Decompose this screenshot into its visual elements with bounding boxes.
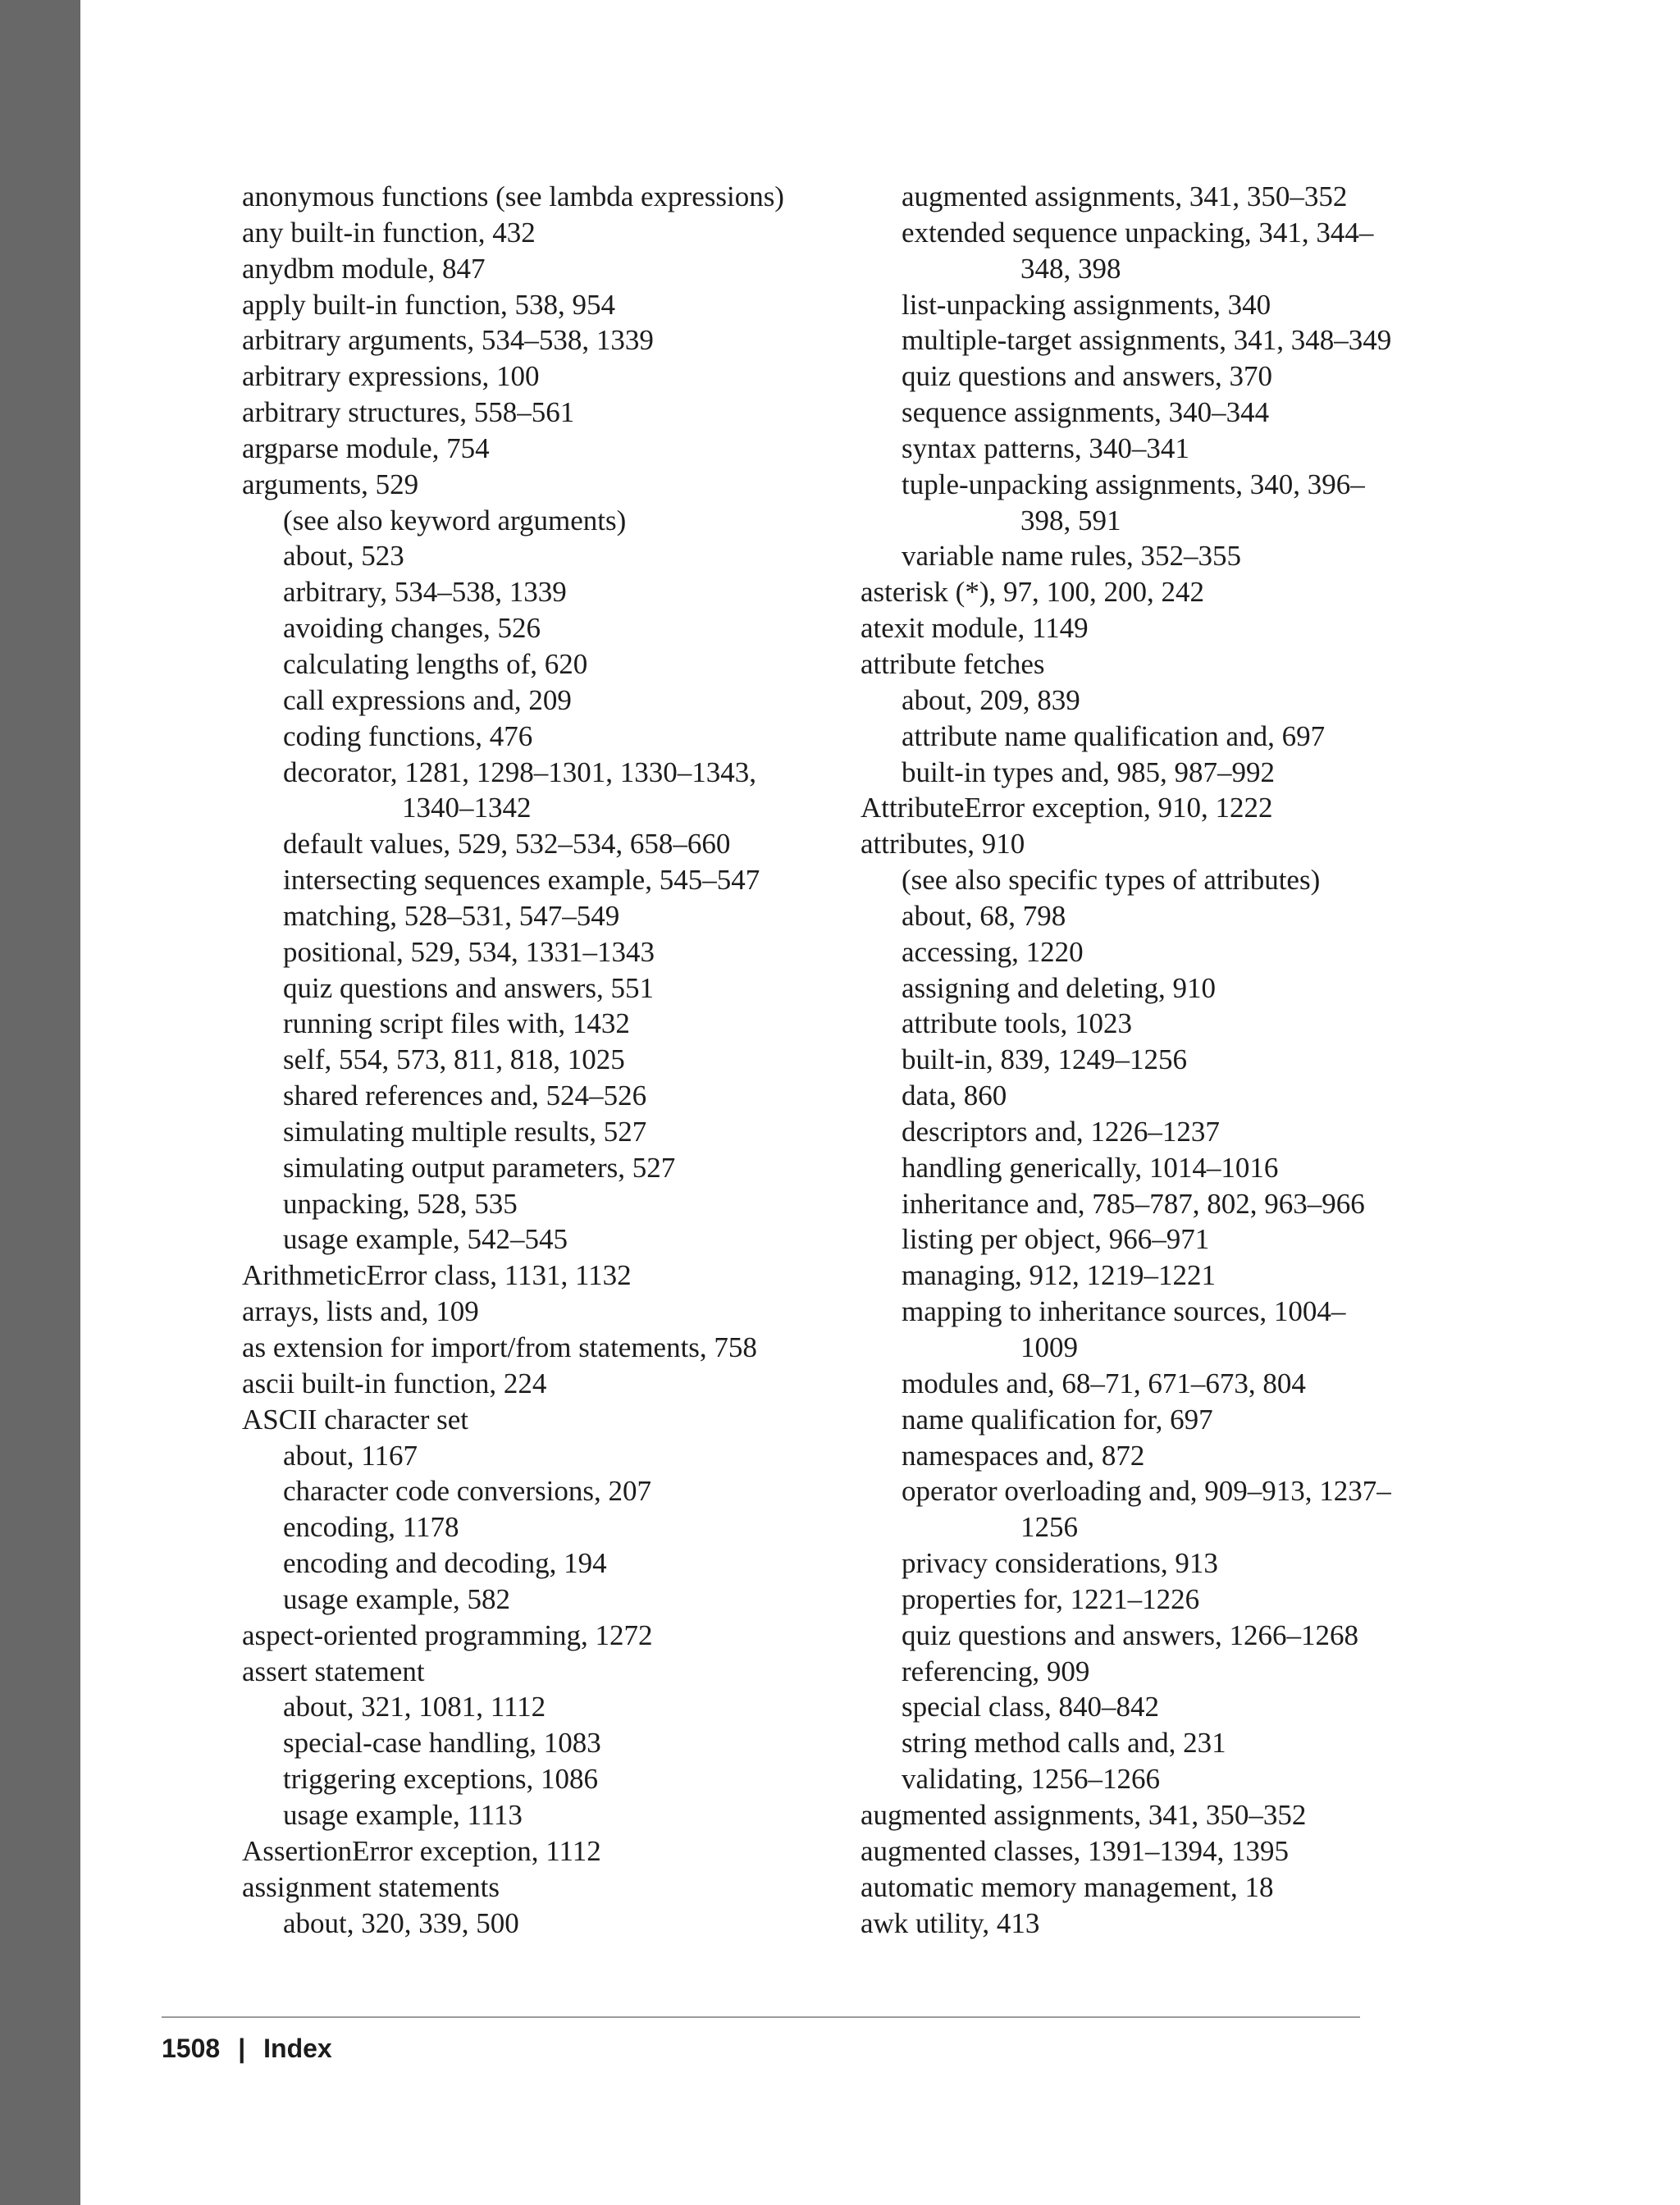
index-subentry: about, 321, 1081, 1112 — [283, 1691, 546, 1723]
index-entry: assignment statements — [242, 1870, 500, 1903]
index-subentry: about, 1167 — [283, 1439, 418, 1472]
index-subentry: tuple-unpacking assignments, 340, 396– — [902, 468, 1365, 500]
index-entry: AssertionError exception, 1112 — [242, 1834, 601, 1867]
index-entry: atexit module, 1149 — [861, 612, 1089, 645]
index-subentry: special-case handling, 1083 — [283, 1727, 601, 1760]
index-subentry: simulating output parameters, 527 — [283, 1151, 676, 1184]
index-subentry: attribute tools, 1023 — [902, 1007, 1132, 1040]
index-entry: AttributeError exception, 910, 1222 — [861, 792, 1273, 824]
index-entry: augmented classes, 1391–1394, 1395 — [861, 1834, 1289, 1867]
index-subentry: calculating lengths of, 620 — [283, 647, 588, 680]
index-subentry: name qualification for, 697 — [902, 1403, 1213, 1436]
index-subentry: properties for, 1221–1226 — [902, 1582, 1200, 1615]
index-subentry: coding functions, 476 — [283, 719, 533, 752]
index-entry: attribute fetches — [861, 647, 1045, 680]
index-continuation: 1256 — [1020, 1511, 1078, 1544]
index-subentry: built-in types and, 985, 987–992 — [902, 756, 1275, 788]
index-subentry: default values, 529, 532–534, 658–660 — [283, 828, 731, 861]
index-subentry: simulating multiple results, 527 — [283, 1115, 647, 1148]
index-subentry: assigning and deleting, 910 — [902, 971, 1217, 1004]
footer-rule — [162, 2016, 1360, 2018]
index-subentry: intersecting sequences example, 545–547 — [283, 864, 760, 897]
index-entry: attributes, 910 — [861, 828, 1025, 861]
index-continuation: 1340–1342 — [402, 792, 532, 824]
index-subentry: handling generically, 1014–1016 — [902, 1151, 1279, 1184]
index-subentry: operator overloading and, 909–913, 1237– — [902, 1475, 1391, 1508]
index-entry: ascii built-in function, 224 — [242, 1367, 547, 1399]
index-subentry: encoding, 1178 — [283, 1511, 459, 1544]
index-continuation: 1009 — [1020, 1331, 1078, 1363]
index-subentry: self, 554, 573, 811, 818, 1025 — [283, 1043, 625, 1076]
index-subentry: special class, 840–842 — [902, 1691, 1159, 1723]
index-subentry: sequence assignments, 340–344 — [902, 396, 1270, 429]
footer-section-title: Index — [263, 2034, 332, 2063]
index-subentry: triggering exceptions, 1086 — [283, 1763, 598, 1796]
index-subentry: multiple-target assignments, 341, 348–349 — [902, 324, 1392, 357]
index-subentry: about, 68, 798 — [902, 899, 1066, 932]
index-continuation: 398, 591 — [1020, 504, 1121, 536]
index-subentry: list-unpacking assignments, 340 — [902, 288, 1271, 321]
index-subentry: unpacking, 528, 535 — [283, 1187, 518, 1220]
index-subentry: modules and, 68–71, 671–673, 804 — [902, 1367, 1306, 1399]
page-edge-bar — [0, 0, 80, 2205]
index-subentry: about, 209, 839 — [902, 683, 1080, 716]
index-subentry: quiz questions and answers, 1266–1268 — [902, 1618, 1359, 1651]
index-column-right — [861, 179, 1484, 1941]
index-subentry: character code conversions, 207 — [283, 1475, 651, 1508]
page-number: 1508 — [162, 2034, 221, 2063]
index-entry: as extension for import/from statements, 758 — [242, 1331, 757, 1363]
index-subentry: shared references and, 524–526 — [283, 1080, 647, 1112]
index-subentry: inheritance and, 785–787, 802, 963–966 — [902, 1187, 1365, 1220]
index-subentry: string method calls and, 231 — [902, 1727, 1226, 1760]
index-column-left — [242, 179, 865, 1941]
index-subentry: mapping to inheritance sources, 1004– — [902, 1295, 1346, 1328]
index-entry: anydbm module, 847 — [242, 252, 486, 285]
index-entry: anonymous functions (see lambda expressions) — [242, 180, 784, 212]
index-subentry: quiz questions and answers, 370 — [902, 360, 1273, 393]
index-subentry: arbitrary, 534–538, 1339 — [283, 576, 567, 609]
index-subentry: decorator, 1281, 1298–1301, 1330–1343, — [283, 756, 756, 788]
index-subentry: privacy considerations, 913 — [902, 1547, 1218, 1580]
index-subentry: (see also keyword arguments) — [283, 504, 627, 536]
page-footer — [162, 2028, 332, 2069]
index-subentry: avoiding changes, 526 — [283, 612, 541, 645]
index-entry: aspect-oriented programming, 1272 — [242, 1618, 653, 1651]
index-subentry: accessing, 1220 — [902, 935, 1084, 968]
index-entry: arbitrary structures, 558–561 — [242, 396, 575, 429]
index-entry: ArithmeticError class, 1131, 1132 — [242, 1259, 632, 1292]
index-subentry: attribute name qualification and, 697 — [902, 719, 1326, 752]
footer-separator: | — [238, 2034, 246, 2063]
index-subentry: validating, 1256–1266 — [902, 1763, 1160, 1796]
index-entry: apply built-in function, 538, 954 — [242, 288, 615, 321]
index-entry: arguments, 529 — [242, 468, 419, 500]
index-subentry: referencing, 909 — [902, 1655, 1090, 1687]
index-entry: arbitrary expressions, 100 — [242, 360, 540, 393]
index-subentry: (see also specific types of attributes) — [902, 864, 1321, 897]
index-page — [80, 0, 1680, 2205]
index-subentry: positional, 529, 534, 1331–1343 — [283, 935, 655, 968]
index-subentry: quiz questions and answers, 551 — [283, 971, 655, 1004]
index-subentry: usage example, 542–545 — [283, 1223, 568, 1256]
index-entry: asterisk (*), 97, 100, 200, 242 — [861, 576, 1204, 609]
index-subentry: built-in, 839, 1249–1256 — [902, 1043, 1188, 1076]
index-subentry: encoding and decoding, 194 — [283, 1547, 607, 1580]
index-subentry: about, 320, 339, 500 — [283, 1906, 519, 1939]
index-subentry: usage example, 582 — [283, 1582, 510, 1615]
index-subentry: data, 860 — [902, 1080, 1007, 1112]
index-entry: awk utility, 413 — [861, 1906, 1040, 1939]
index-subentry: matching, 528–531, 547–549 — [283, 899, 620, 932]
index-continuation: 348, 398 — [1020, 252, 1121, 285]
index-entry: assert statement — [242, 1655, 425, 1687]
index-subentry: variable name rules, 352–355 — [902, 540, 1242, 573]
index-entry: automatic memory management, 18 — [861, 1870, 1274, 1903]
index-subentry: call expressions and, 209 — [283, 683, 572, 716]
index-subentry: namespaces and, 872 — [902, 1439, 1145, 1472]
index-entry: arbitrary arguments, 534–538, 1339 — [242, 324, 654, 357]
index-entry: augmented assignments, 341, 350–352 — [861, 1798, 1307, 1831]
index-entry: argparse module, 754 — [242, 431, 490, 464]
index-subentry: augmented assignments, 341, 350–352 — [902, 180, 1348, 212]
index-subentry: extended sequence unpacking, 341, 344– — [902, 216, 1374, 249]
index-entry: arrays, lists and, 109 — [242, 1295, 479, 1328]
index-entry: any built-in function, 432 — [242, 216, 536, 249]
index-subentry: running script files with, 1432 — [283, 1007, 630, 1040]
index-subentry: usage example, 1113 — [283, 1798, 523, 1831]
index-subentry: managing, 912, 1219–1221 — [902, 1259, 1217, 1292]
index-subentry: about, 523 — [283, 540, 404, 573]
index-subentry: syntax patterns, 340–341 — [902, 431, 1189, 464]
index-subentry: descriptors and, 1226–1237 — [902, 1115, 1220, 1148]
index-entry: ASCII character set — [242, 1403, 468, 1436]
index-subentry: listing per object, 966–971 — [902, 1223, 1210, 1256]
